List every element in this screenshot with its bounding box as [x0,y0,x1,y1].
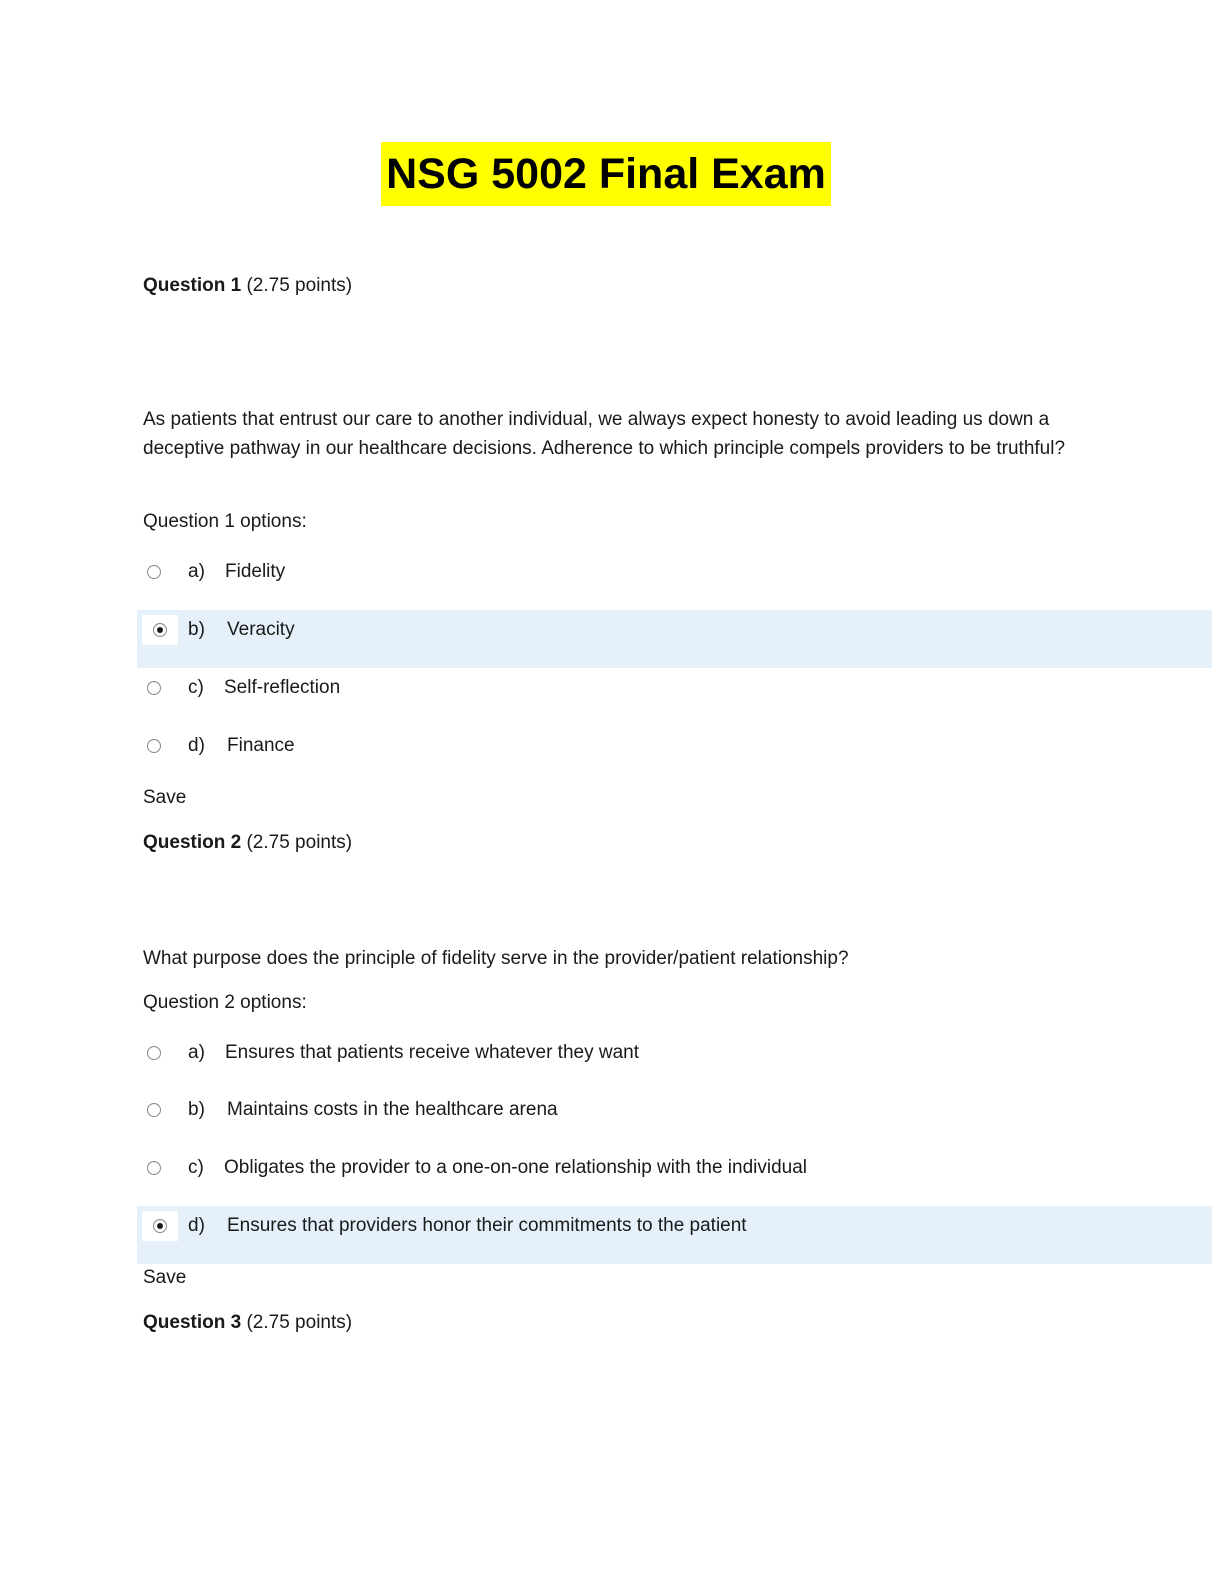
question-2-stem: What purpose does the principle of fidelity serve in the provider/patient relationship? [143,948,849,969]
q2-option-a-radio[interactable] [136,1038,172,1068]
question-1-points: (2.75 points) [246,275,353,296]
q1-save-button[interactable]: Save [143,787,187,808]
q1-option-d-text[interactable]: Finance [227,735,295,756]
q1-option-c-text[interactable]: Self-reflection [224,677,341,698]
q2-option-c-text[interactable]: Obligates the provider to a one-on-one relationship with the individual [224,1157,808,1178]
page-title: NSG 5002 Final Exam [381,142,831,206]
q2-option-a-text[interactable]: Ensures that patients receive whatever they want [225,1042,640,1063]
q2-save-button[interactable]: Save [143,1267,187,1288]
radio-unselected-icon [147,1046,161,1060]
q2-option-c-letter: c) [188,1157,204,1178]
question-2-options-label: Question 2 options: [143,992,307,1013]
radio-unselected-icon [147,565,161,579]
q1-option-a-letter: a) [188,561,205,582]
question-3-header [143,1310,352,1336]
question-2-points: (2.75 points) [246,832,353,853]
question-3-points: (2.75 points) [246,1312,353,1333]
q1-option-a-radio[interactable] [136,557,172,587]
q1-option-d-radio[interactable] [136,731,172,761]
q1-option-d-letter: d) [188,735,205,756]
question-1-stem: As patients that entrust our care to another individual, we always expect honesty to avoid leading us down a deceptive pathway in our healthcare decisions. Adherence to which principle compels providers to be truthful? [143,409,1066,459]
q1-option-a-text[interactable]: Fidelity [225,561,286,582]
radio-unselected-icon [147,681,161,695]
q2-option-d-radio[interactable] [142,1211,178,1241]
q2-option-d-letter: d) [188,1215,205,1236]
question-2-label: Question 2 [143,832,242,853]
q2-option-c-radio[interactable] [136,1153,172,1183]
radio-selected-icon [153,623,167,637]
q1-option-c-letter: c) [188,677,204,698]
question-1-header [143,273,352,299]
q2-option-b-radio[interactable] [136,1095,172,1125]
radio-unselected-icon [147,1103,161,1117]
q1-option-b-letter: b) [188,619,205,640]
q1-option-b-text[interactable]: Veracity [227,619,295,640]
q2-option-d-text[interactable]: Ensures that providers honor their commitments to the patient [227,1215,747,1236]
q2-option-b-letter: b) [188,1099,205,1120]
question-2-header [143,830,352,856]
question-3-label: Question 3 [143,1312,242,1333]
q1-option-b-radio[interactable] [142,615,178,645]
question-1-options-label: Question 1 options: [143,511,307,532]
radio-unselected-icon [147,739,161,753]
q2-option-b-text[interactable]: Maintains costs in the healthcare arena [227,1099,558,1120]
radio-selected-icon [153,1219,167,1233]
radio-unselected-icon [147,1161,161,1175]
q2-option-a-letter: a) [188,1042,205,1063]
q1-option-c-radio[interactable] [136,673,172,703]
question-1-label: Question 1 [143,275,242,296]
q1-option-b-selected-row [137,610,1212,668]
